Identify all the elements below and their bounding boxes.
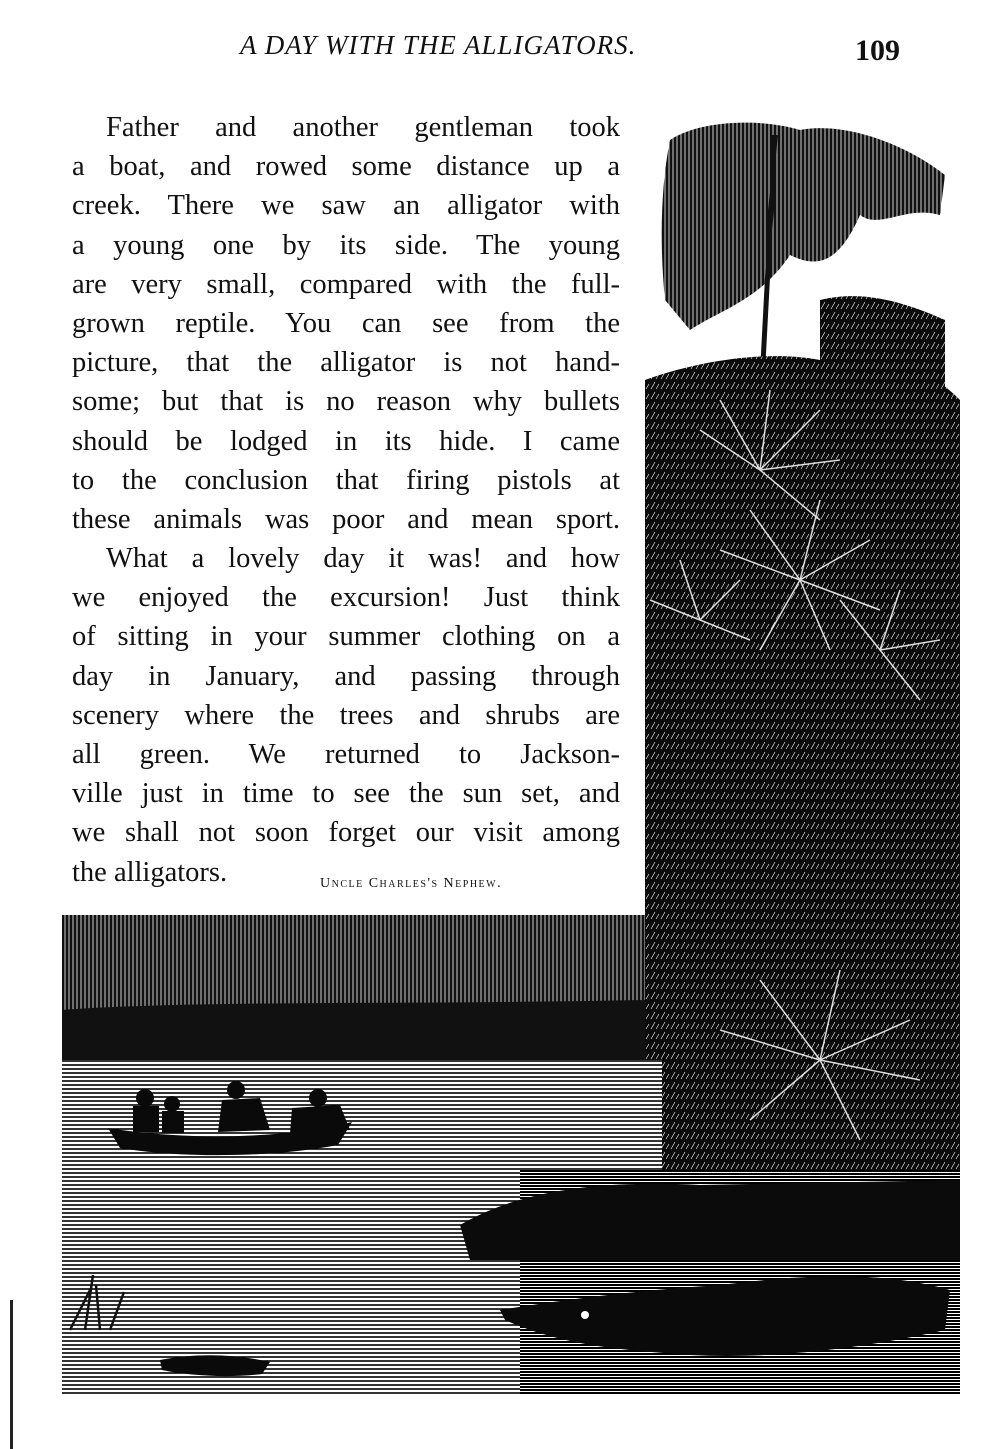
palmetto-column	[645, 354, 960, 1170]
reed-line	[62, 915, 645, 1080]
text-line: we enjoyed the excursion! Just think	[72, 582, 620, 614]
running-title: A DAY WITH THE ALLIGATORS.	[240, 30, 637, 60]
text-line: to the conclusion that firing pistols at	[72, 464, 620, 496]
text-line: these animals was poor and mean sport.	[72, 503, 620, 535]
text-line: the alligators.	[72, 856, 228, 888]
text-line: Father and another gentleman took	[106, 112, 620, 143]
text-line: should be lodged in its hide. I came	[72, 425, 620, 457]
signature: Uncle Charles's Nephew.	[320, 876, 503, 891]
text-line: of sitting in your summer clothing on a	[72, 621, 620, 653]
text-line: some; but that is no reason why bullets	[72, 386, 620, 418]
text-line: grown reptile. You can see from the	[72, 307, 620, 339]
text-line: are very small, compared with the full-	[72, 268, 620, 300]
text-line: What a lovely day it was! and how	[106, 543, 620, 575]
text-line: ville just in time to see the sun set, and	[72, 778, 620, 810]
rowboat	[108, 1081, 352, 1155]
margin-rule	[10, 1300, 13, 1449]
text-line: day in January, and passing through	[72, 660, 620, 692]
text-line: a boat, and rowed some distance up a	[72, 151, 620, 183]
text-line: picture, that the alligator is not hand-	[72, 347, 620, 379]
text-line: creek. There we saw an alligator with	[72, 190, 620, 222]
page-number: 109	[855, 34, 900, 67]
text-line: scenery where the trees and shrubs are	[72, 699, 620, 731]
text-line: a young one by its side. The young	[72, 229, 620, 261]
text-line: we shall not soon forget our visit among	[72, 817, 620, 849]
body-text	[72, 108, 620, 892]
text-line: all green. We returned to Jackson-	[72, 739, 620, 770]
